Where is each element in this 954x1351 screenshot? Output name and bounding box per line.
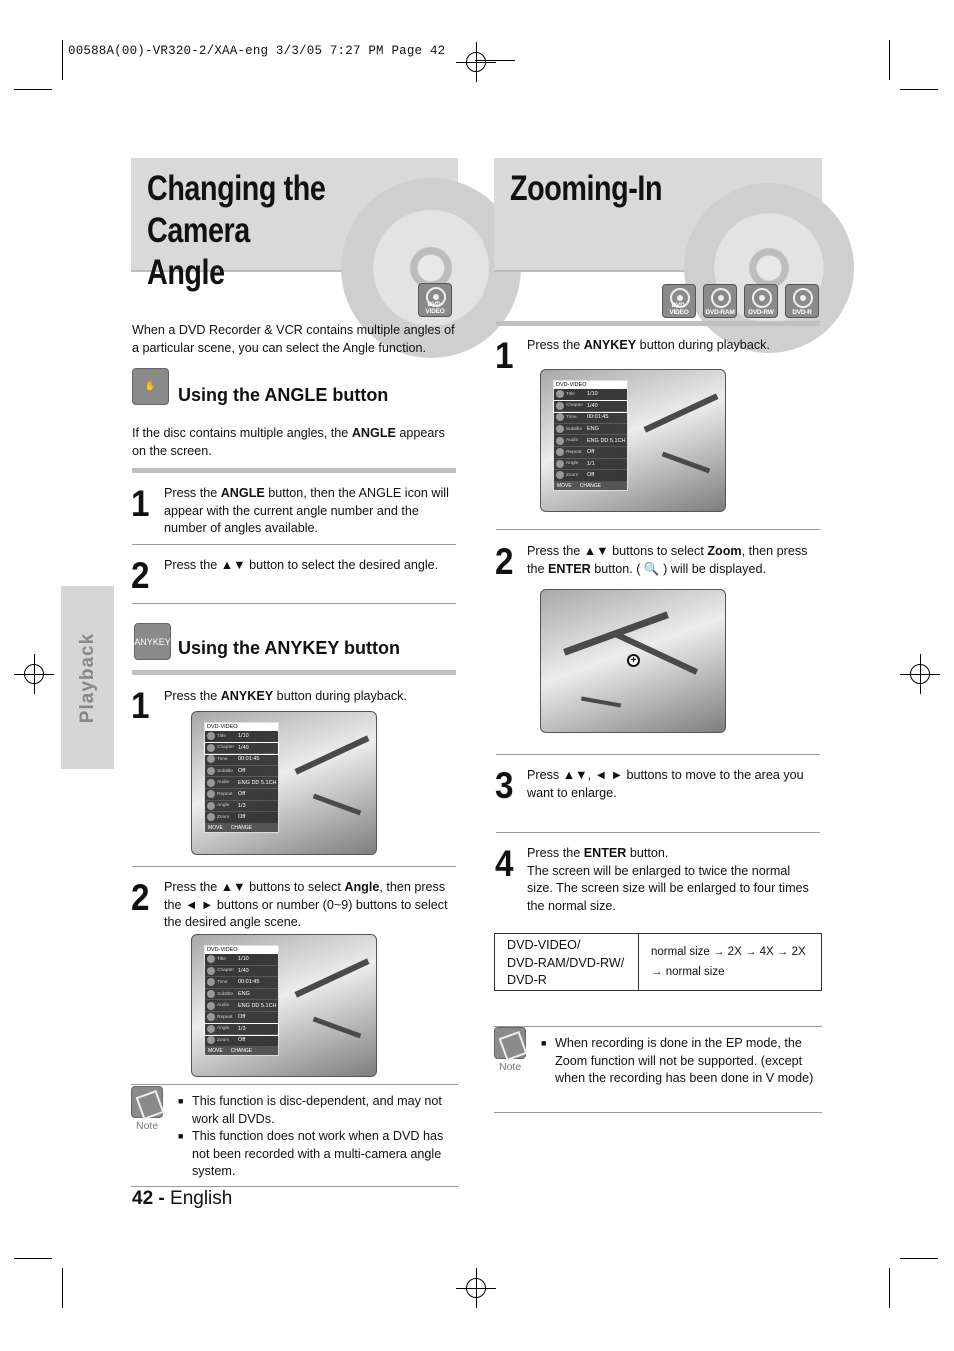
step-number: 2 — [131, 877, 150, 918]
crop-mark — [14, 1258, 52, 1259]
divider — [496, 832, 820, 833]
seagull-image — [614, 631, 698, 674]
crop-mark — [900, 1258, 938, 1259]
note-pencil-icon — [494, 1027, 526, 1059]
page-language: English — [170, 1188, 233, 1209]
seagull-image — [581, 697, 621, 708]
divider — [132, 544, 456, 545]
step-number: 3 — [495, 765, 514, 806]
divider — [131, 1084, 458, 1085]
dvd-ram-badge-icon: DVD-RAM — [703, 284, 737, 318]
angle-section-title: Using the ANGLE button — [178, 385, 389, 405]
left-page-title: Changing the Camera Angle — [147, 169, 326, 292]
divider — [494, 1026, 822, 1027]
hand-press-icon: ✋ — [132, 368, 169, 405]
seagull-image — [294, 735, 369, 774]
seagull-image — [294, 958, 369, 997]
anykey-section-title: Using the ANYKEY button — [178, 638, 400, 658]
crop-mark — [900, 89, 938, 90]
divider — [496, 529, 820, 530]
side-tab-label: Playback — [76, 632, 98, 723]
print-header: 00588A(00)-VR320-2/XAA-eng 3/3/05 7:27 PM Page 42 — [68, 44, 446, 58]
osd-menu: DVD-VIDEO Title 1/10 Chapter 1/40 Time 00:01:45 Subtitle ENG Audio ENG DD 5.1CH Repeat Off Angle 1/1 Zoom Off MOVE CHANGE — [553, 380, 628, 491]
registration-mark — [900, 654, 940, 694]
osd-screenshot — [540, 369, 726, 512]
step-number: 1 — [131, 685, 150, 726]
seagull-image — [313, 794, 362, 816]
crop-mark — [14, 89, 52, 90]
osd-screenshot — [191, 711, 377, 855]
dvd-r-badge-icon: DVD-R — [785, 284, 819, 318]
divider — [132, 866, 456, 867]
left-title-box — [131, 158, 458, 292]
left-notes-list — [178, 1093, 458, 1181]
crop-mark — [889, 1268, 890, 1308]
divider — [494, 1112, 822, 1113]
osd-menu: DVD-VIDEO Title 1/10 Chapter 1/40 Time 00:01:45 Subtitle ENG Audio ENG DD 5.1CH Repeat Off Angle 1/3 Zoom Off MOVE CHANGE — [204, 945, 279, 1056]
divider — [132, 468, 456, 473]
dvd-video-badge-icon: DVD-VIDEO — [662, 284, 696, 318]
dvd-video-badge-icon: DVD-VIDEO — [418, 283, 452, 317]
disc-types-cell: DVD-VIDEO/ DVD-RAM/DVD-RW/ DVD-R — [495, 934, 639, 990]
angle-step1-text: Press the ANGLE button, then the ANGLE icon will appear with the current angle number and the number of angles available. — [164, 486, 449, 536]
zoom-step3-text: Press ▲▼, ◄ ► buttons to move to the area you want to enlarge. — [527, 768, 804, 800]
anykey-button-icon: ANYKEY — [134, 623, 171, 660]
section-side-tab — [61, 586, 114, 769]
anykey-step2-text: Press the ▲▼ buttons to select Angle, then press the ◄ ► buttons or number (0~9) buttons to select the desired angle scene. — [164, 880, 448, 930]
right-title-box — [494, 158, 822, 272]
divider — [496, 754, 820, 755]
note-item: ■ This function is disc-dependent, and may not work all DVDs. — [178, 1093, 458, 1128]
seagull-image — [313, 1017, 362, 1039]
zoom-screenshot — [540, 589, 726, 733]
crop-mark — [889, 40, 890, 80]
registration-mark — [456, 42, 496, 82]
dvd-rw-badge-icon: DVD-RW — [744, 284, 778, 318]
angle-step2-text: Press the ▲▼ button to select the desired angle. — [164, 558, 439, 572]
seagull-image — [662, 452, 711, 474]
note-label: Note — [136, 1120, 159, 1132]
step-number: 2 — [495, 541, 514, 582]
zoom-cursor-icon: + — [627, 654, 640, 667]
osd-screenshot — [191, 934, 377, 1077]
right-page-title: Zooming-In — [510, 169, 663, 208]
seagull-image — [643, 393, 718, 432]
intro-text: When a DVD Recorder & VCR contains multiple angles of a particular scene, you can select the Angle function. — [132, 323, 455, 355]
crop-mark — [62, 40, 63, 80]
disc-decoration-icon — [684, 183, 854, 353]
crop-mark — [62, 1268, 63, 1308]
right-notes-list — [541, 1035, 819, 1088]
osd-menu: DVD-VIDEO Title 1/10 Chapter 1/40 Time 00:01:45 Subtitle Off Audio ENG DD 5.1CH Repeat Off Angle 1/3 Zoom Off MOVE CHANGE — [204, 722, 279, 833]
zoom-step4-text: Press the ENTER button. The screen will be enlarged to twice the normal size. The screen size will be enlarged to four times the normal size. — [527, 846, 809, 913]
note-label: Note — [499, 1061, 522, 1073]
note-item: ■ This function does not work when a DVD has not been recorded with a multi-camera angle system. — [178, 1128, 458, 1181]
angle-description: If the disc contains multiple angles, the ANGLE appears on the screen. — [132, 426, 445, 458]
page-footer — [132, 1188, 232, 1210]
step-number: 2 — [131, 555, 150, 596]
divider — [131, 1186, 458, 1187]
step-number: 1 — [131, 483, 150, 524]
zoom-sequence-cell: normal size → 2X → 4X → 2X → normal size — [651, 946, 806, 978]
divider — [132, 603, 456, 604]
page-number: 42 - — [132, 1188, 165, 1209]
registration-mark — [456, 1268, 496, 1308]
divider — [496, 321, 820, 326]
zoom-step1-text: Press the ANYKEY button during playback. — [527, 338, 770, 352]
note-pencil-icon — [131, 1086, 163, 1118]
registration-mark — [14, 654, 54, 694]
step-number: 1 — [495, 335, 514, 376]
step-number: 4 — [495, 843, 514, 884]
anykey-step1-text: Press the ANYKEY button during playback. — [164, 689, 407, 703]
note-item: ■ When recording is done in the EP mode, the Zoom function will not be supported. (except when the recording has been done in V mode) — [541, 1035, 819, 1088]
zoom-step2-text: Press the ▲▼ buttons to select Zoom, then press the ENTER button. ( 🔍 ) will be displayed. — [527, 544, 808, 576]
zoom-levels-table — [494, 933, 822, 991]
divider — [132, 670, 456, 675]
